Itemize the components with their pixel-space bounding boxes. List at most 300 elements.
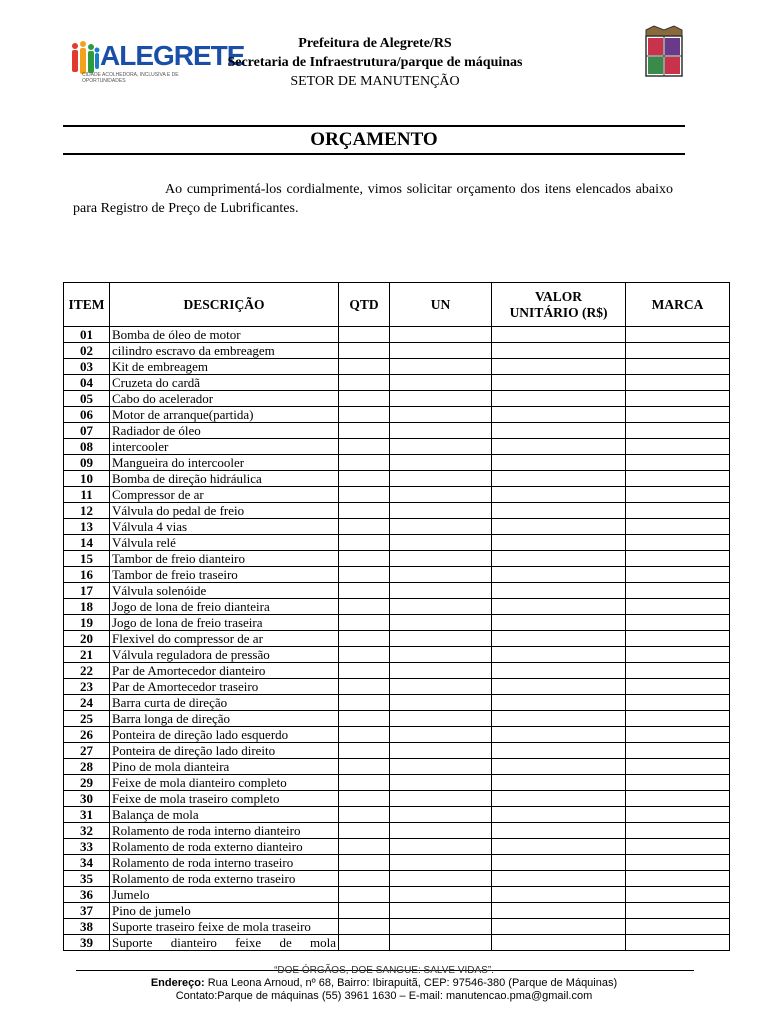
row-un-cell <box>390 791 492 807</box>
row-un-cell <box>390 519 492 535</box>
row-description: Jogo de lona de freio dianteira <box>110 599 339 615</box>
row-un-cell <box>390 919 492 935</box>
row-valor-cell <box>492 359 626 375</box>
row-marca-cell <box>626 887 730 903</box>
row-valor-cell <box>492 407 626 423</box>
row-un-cell <box>390 471 492 487</box>
row-item-number: 14 <box>64 535 110 551</box>
row-un-cell <box>390 727 492 743</box>
row-item-number: 18 <box>64 599 110 615</box>
header-descricao: DESCRIÇÃO <box>110 283 339 327</box>
row-description: Válvula do pedal de freio <box>110 503 339 519</box>
row-marca-cell <box>626 343 730 359</box>
row-qtd-cell <box>339 743 390 759</box>
header-prefeitura: Prefeitura de Alegrete/RS <box>298 36 452 51</box>
row-valor-cell <box>492 775 626 791</box>
row-description: Barra curta de direção <box>110 695 339 711</box>
row-valor-cell <box>492 855 626 871</box>
table-row <box>64 359 730 375</box>
row-valor-cell <box>492 343 626 359</box>
row-valor-cell <box>492 391 626 407</box>
table-row <box>64 695 730 711</box>
row-marca-cell <box>626 503 730 519</box>
row-marca-cell <box>626 679 730 695</box>
row-valor-cell <box>492 439 626 455</box>
footer-motto: “DOE ÓRGÃOS, DOE SANGUE: SALVE VIDAS”. <box>274 965 494 976</box>
row-qtd-cell <box>339 583 390 599</box>
row-qtd-cell <box>339 471 390 487</box>
row-marca-cell <box>626 791 730 807</box>
row-valor-cell <box>492 663 626 679</box>
row-description: Feixe de mola dianteiro completo <box>110 775 339 791</box>
row-qtd-cell <box>339 727 390 743</box>
row-marca-cell <box>626 919 730 935</box>
row-qtd-cell <box>339 711 390 727</box>
row-item-number: 16 <box>64 567 110 583</box>
row-un-cell <box>390 903 492 919</box>
table-row <box>64 423 730 439</box>
row-un-cell <box>390 647 492 663</box>
row-valor-cell <box>492 727 626 743</box>
table-row <box>64 631 730 647</box>
row-qtd-cell <box>339 359 390 375</box>
row-un-cell <box>390 887 492 903</box>
row-qtd-cell <box>339 455 390 471</box>
row-un-cell <box>390 743 492 759</box>
row-qtd-cell <box>339 791 390 807</box>
table-row <box>64 791 730 807</box>
row-description: Compressor de ar <box>110 487 339 503</box>
row-item-number: 29 <box>64 775 110 791</box>
document-title: ORÇAMENTO <box>310 129 438 150</box>
title-bar <box>63 125 685 155</box>
row-un-cell <box>390 359 492 375</box>
row-un-cell <box>390 615 492 631</box>
row-description: Motor de arranque(partida) <box>110 407 339 423</box>
row-valor-cell <box>492 871 626 887</box>
table-row <box>64 839 730 855</box>
table-row <box>64 727 730 743</box>
row-un-cell <box>390 327 492 343</box>
row-un-cell <box>390 807 492 823</box>
table-row <box>64 615 730 631</box>
row-item-number: 10 <box>64 471 110 487</box>
row-marca-cell <box>626 631 730 647</box>
row-qtd-cell <box>339 519 390 535</box>
table-row <box>64 583 730 599</box>
table-row <box>64 759 730 775</box>
row-qtd-cell <box>339 807 390 823</box>
row-un-cell <box>390 567 492 583</box>
header-un: UN <box>390 283 492 327</box>
table-row <box>64 535 730 551</box>
row-qtd-cell <box>339 615 390 631</box>
row-qtd-cell <box>339 487 390 503</box>
row-qtd-cell <box>339 647 390 663</box>
row-description: Par de Amortecedor traseiro <box>110 679 339 695</box>
row-marca-cell <box>626 407 730 423</box>
row-marca-cell <box>626 583 730 599</box>
row-qtd-cell <box>339 439 390 455</box>
row-item-number: 06 <box>64 407 110 423</box>
row-un-cell <box>390 871 492 887</box>
row-valor-cell <box>492 471 626 487</box>
header-valor-unitario <box>492 283 626 327</box>
row-description: cilindro escravo da embreagem <box>110 343 339 359</box>
row-item-number: 19 <box>64 615 110 631</box>
document-header <box>200 34 550 91</box>
row-item-number: 24 <box>64 695 110 711</box>
row-qtd-cell <box>339 567 390 583</box>
table-row <box>64 775 730 791</box>
row-qtd-cell <box>339 375 390 391</box>
row-marca-cell <box>626 327 730 343</box>
row-marca-cell <box>626 615 730 631</box>
row-valor-cell <box>492 375 626 391</box>
row-un-cell <box>390 535 492 551</box>
row-marca-cell <box>626 695 730 711</box>
row-item-number: 12 <box>64 503 110 519</box>
row-qtd-cell <box>339 903 390 919</box>
table-row <box>64 647 730 663</box>
row-item-number: 20 <box>64 631 110 647</box>
row-valor-cell <box>492 487 626 503</box>
row-marca-cell <box>626 823 730 839</box>
row-description: Válvula reguladora de pressão <box>110 647 339 663</box>
row-qtd-cell <box>339 759 390 775</box>
table-row <box>64 407 730 423</box>
row-marca-cell <box>626 487 730 503</box>
row-marca-cell <box>626 599 730 615</box>
row-item-number: 15 <box>64 551 110 567</box>
row-qtd-cell <box>339 679 390 695</box>
row-item-number: 28 <box>64 759 110 775</box>
row-un-cell <box>390 439 492 455</box>
row-valor-cell <box>492 503 626 519</box>
row-description: Jumelo <box>110 887 339 903</box>
row-item-number: 33 <box>64 839 110 855</box>
row-qtd-cell <box>339 919 390 935</box>
row-qtd-cell <box>339 663 390 679</box>
row-qtd-cell <box>339 935 390 951</box>
row-item-number: 37 <box>64 903 110 919</box>
table-row <box>64 663 730 679</box>
intro-text: Ao cumprimentá-los cordialmente, vimos solicitar orçamento dos itens elencados abaixo para Registro de Preço de Lubrificantes. <box>73 182 673 216</box>
row-item-number: 31 <box>64 807 110 823</box>
row-marca-cell <box>626 375 730 391</box>
row-item-number: 22 <box>64 663 110 679</box>
row-qtd-cell <box>339 823 390 839</box>
row-un-cell <box>390 423 492 439</box>
row-un-cell <box>390 599 492 615</box>
row-qtd-cell <box>339 871 390 887</box>
row-item-number: 04 <box>64 375 110 391</box>
row-item-number: 30 <box>64 791 110 807</box>
row-description: Suporte traseiro feixe de mola traseiro <box>110 919 339 935</box>
row-description: Flexivel do compressor de ar <box>110 631 339 647</box>
row-valor-cell <box>492 759 626 775</box>
table-row <box>64 487 730 503</box>
row-un-cell <box>390 711 492 727</box>
row-marca-cell <box>626 567 730 583</box>
intro-paragraph <box>73 180 673 218</box>
row-valor-cell <box>492 567 626 583</box>
row-qtd-cell <box>339 599 390 615</box>
row-qtd-cell <box>339 327 390 343</box>
row-description: Tambor de freio dianteiro <box>110 551 339 567</box>
row-qtd-cell <box>339 695 390 711</box>
row-description: Jogo de lona de freio traseira <box>110 615 339 631</box>
row-description: Feixe de mola traseiro completo <box>110 791 339 807</box>
row-description: Mangueira do intercooler <box>110 455 339 471</box>
header-secretaria: Secretaria de Infraestrutura/parque de máquinas <box>227 55 523 70</box>
row-qtd-cell <box>339 407 390 423</box>
row-description: Par de Amortecedor dianteiro <box>110 663 339 679</box>
row-marca-cell <box>626 727 730 743</box>
row-valor-cell <box>492 599 626 615</box>
row-description: intercooler <box>110 439 339 455</box>
row-description: Cabo do acelerador <box>110 391 339 407</box>
row-item-number: 13 <box>64 519 110 535</box>
footer-address <box>60 977 708 990</box>
table-row <box>64 743 730 759</box>
table-row <box>64 439 730 455</box>
row-un-cell <box>390 631 492 647</box>
row-marca-cell <box>626 471 730 487</box>
row-valor-cell <box>492 743 626 759</box>
coat-of-arms-icon <box>640 24 688 80</box>
row-description: Rolamento de roda interno dianteiro <box>110 823 339 839</box>
row-description: Suporte dianteiro feixe de mola <box>110 935 339 951</box>
row-qtd-cell <box>339 551 390 567</box>
row-qtd-cell <box>339 775 390 791</box>
row-description: Rolamento de roda externo traseiro <box>110 871 339 887</box>
row-item-number: 05 <box>64 391 110 407</box>
row-item-number: 38 <box>64 919 110 935</box>
row-marca-cell <box>626 903 730 919</box>
table-row <box>64 903 730 919</box>
row-un-cell <box>390 679 492 695</box>
row-description: Bomba de direção hidráulica <box>110 471 339 487</box>
row-qtd-cell <box>339 631 390 647</box>
footer-address-text: Rua Leona Arnoud, nº 68, Bairro: Ibirapuitã, CEP: 97546-380 (Parque de Máquinas) <box>207 977 618 989</box>
row-valor-cell <box>492 807 626 823</box>
row-description: Válvula relé <box>110 535 339 551</box>
row-description: Pino de jumelo <box>110 903 339 919</box>
row-un-cell <box>390 663 492 679</box>
row-item-number: 03 <box>64 359 110 375</box>
row-marca-cell <box>626 855 730 871</box>
row-description: Rolamento de roda interno traseiro <box>110 855 339 871</box>
header-valor-line1: VALOR <box>534 288 582 304</box>
row-qtd-cell <box>339 423 390 439</box>
row-qtd-cell <box>339 839 390 855</box>
table-row <box>64 807 730 823</box>
row-un-cell <box>390 855 492 871</box>
row-valor-cell <box>492 695 626 711</box>
row-marca-cell <box>626 807 730 823</box>
row-marca-cell <box>626 439 730 455</box>
row-marca-cell <box>626 839 730 855</box>
logo-tagline: CIDADE ACOLHEDORA, INCLUSIVA E DE OPORTUNIDADES <box>82 72 179 84</box>
header-valor-line2: UNITÁRIO (R$) <box>509 304 608 320</box>
row-item-number: 02 <box>64 343 110 359</box>
row-description: Kit de embreagem <box>110 359 339 375</box>
row-item-number: 11 <box>64 487 110 503</box>
row-description: Barra longa de direção <box>110 711 339 727</box>
row-item-number: 39 <box>64 935 110 951</box>
row-un-cell <box>390 551 492 567</box>
row-un-cell <box>390 759 492 775</box>
row-valor-cell <box>492 455 626 471</box>
table-row <box>64 503 730 519</box>
row-valor-cell <box>492 423 626 439</box>
row-qtd-cell <box>339 503 390 519</box>
row-qtd-cell <box>339 391 390 407</box>
row-un-cell <box>390 375 492 391</box>
row-un-cell <box>390 455 492 471</box>
row-description: Ponteira de direção lado esquerdo <box>110 727 339 743</box>
header-setor: SETOR DE MANUTENÇÃO <box>290 74 460 89</box>
row-description: Radiador de óleo <box>110 423 339 439</box>
row-un-cell <box>390 839 492 855</box>
row-qtd-cell <box>339 535 390 551</box>
table-row <box>64 599 730 615</box>
table-row <box>64 391 730 407</box>
row-valor-cell <box>492 711 626 727</box>
row-item-number: 34 <box>64 855 110 871</box>
row-un-cell <box>390 775 492 791</box>
row-item-number: 36 <box>64 887 110 903</box>
page-footer <box>60 964 708 1003</box>
row-marca-cell <box>626 423 730 439</box>
row-marca-cell <box>626 775 730 791</box>
row-marca-cell <box>626 663 730 679</box>
footer-contact: Contato:Parque de máquinas (55) 3961 1630 – E-mail: manutencao.pma@gmail.com <box>175 990 593 1002</box>
table-row <box>64 935 730 951</box>
logo-text: ALEGRETE <box>100 40 245 71</box>
row-description: Tambor de freio traseiro <box>110 567 339 583</box>
row-valor-cell <box>492 631 626 647</box>
row-item-number: 21 <box>64 647 110 663</box>
row-valor-cell <box>492 791 626 807</box>
table-row <box>64 327 730 343</box>
table-row <box>64 375 730 391</box>
row-un-cell <box>390 823 492 839</box>
row-valor-cell <box>492 935 626 951</box>
table-row <box>64 679 730 695</box>
row-marca-cell <box>626 551 730 567</box>
row-item-number: 23 <box>64 679 110 695</box>
row-description: Válvula 4 vias <box>110 519 339 535</box>
table-row <box>64 711 730 727</box>
table-row <box>64 823 730 839</box>
row-item-number: 01 <box>64 327 110 343</box>
row-description: Cruzeta do cardã <box>110 375 339 391</box>
row-un-cell <box>390 583 492 599</box>
table-row <box>64 551 730 567</box>
row-un-cell <box>390 503 492 519</box>
row-description: Balança de mola <box>110 807 339 823</box>
row-un-cell <box>390 487 492 503</box>
row-valor-cell <box>492 583 626 599</box>
row-item-number: 25 <box>64 711 110 727</box>
row-marca-cell <box>626 743 730 759</box>
row-valor-cell <box>492 839 626 855</box>
row-description: Pino de mola dianteira <box>110 759 339 775</box>
row-un-cell <box>390 391 492 407</box>
row-valor-cell <box>492 903 626 919</box>
table-row <box>64 887 730 903</box>
row-qtd-cell <box>339 855 390 871</box>
row-description: Válvula solenóide <box>110 583 339 599</box>
row-valor-cell <box>492 551 626 567</box>
row-valor-cell <box>492 535 626 551</box>
table-row <box>64 455 730 471</box>
row-un-cell <box>390 407 492 423</box>
row-description: Rolamento de roda externo dianteiro <box>110 839 339 855</box>
row-valor-cell <box>492 887 626 903</box>
table-row <box>64 871 730 887</box>
row-marca-cell <box>626 359 730 375</box>
header-qtd: QTD <box>339 283 390 327</box>
row-marca-cell <box>626 455 730 471</box>
row-qtd-cell <box>339 887 390 903</box>
row-valor-cell <box>492 615 626 631</box>
row-valor-cell <box>492 327 626 343</box>
table-header-row <box>64 283 730 327</box>
row-marca-cell <box>626 871 730 887</box>
row-marca-cell <box>626 391 730 407</box>
row-item-number: 26 <box>64 727 110 743</box>
table-row <box>64 343 730 359</box>
row-un-cell <box>390 695 492 711</box>
row-item-number: 32 <box>64 823 110 839</box>
table-row <box>64 855 730 871</box>
row-un-cell <box>390 935 492 951</box>
row-description: Ponteira de direção lado direito <box>110 743 339 759</box>
row-marca-cell <box>626 711 730 727</box>
row-valor-cell <box>492 823 626 839</box>
row-qtd-cell <box>339 343 390 359</box>
table-row <box>64 919 730 935</box>
row-marca-cell <box>626 647 730 663</box>
row-un-cell <box>390 343 492 359</box>
row-marca-cell <box>626 535 730 551</box>
header-marca: MARCA <box>626 283 730 327</box>
row-marca-cell <box>626 759 730 775</box>
row-marca-cell <box>626 935 730 951</box>
row-item-number: 09 <box>64 455 110 471</box>
header-item: ITEM <box>64 283 110 327</box>
row-valor-cell <box>492 647 626 663</box>
row-valor-cell <box>492 919 626 935</box>
row-item-number: 27 <box>64 743 110 759</box>
row-item-number: 07 <box>64 423 110 439</box>
row-description: Bomba de óleo de motor <box>110 327 339 343</box>
row-marca-cell <box>626 519 730 535</box>
table-row <box>64 567 730 583</box>
table-row <box>64 471 730 487</box>
quote-table <box>63 282 730 951</box>
footer-address-label: Endereço: <box>150 977 205 989</box>
row-valor-cell <box>492 519 626 535</box>
table-row <box>64 519 730 535</box>
row-valor-cell <box>492 679 626 695</box>
row-item-number: 17 <box>64 583 110 599</box>
row-item-number: 35 <box>64 871 110 887</box>
row-item-number: 08 <box>64 439 110 455</box>
